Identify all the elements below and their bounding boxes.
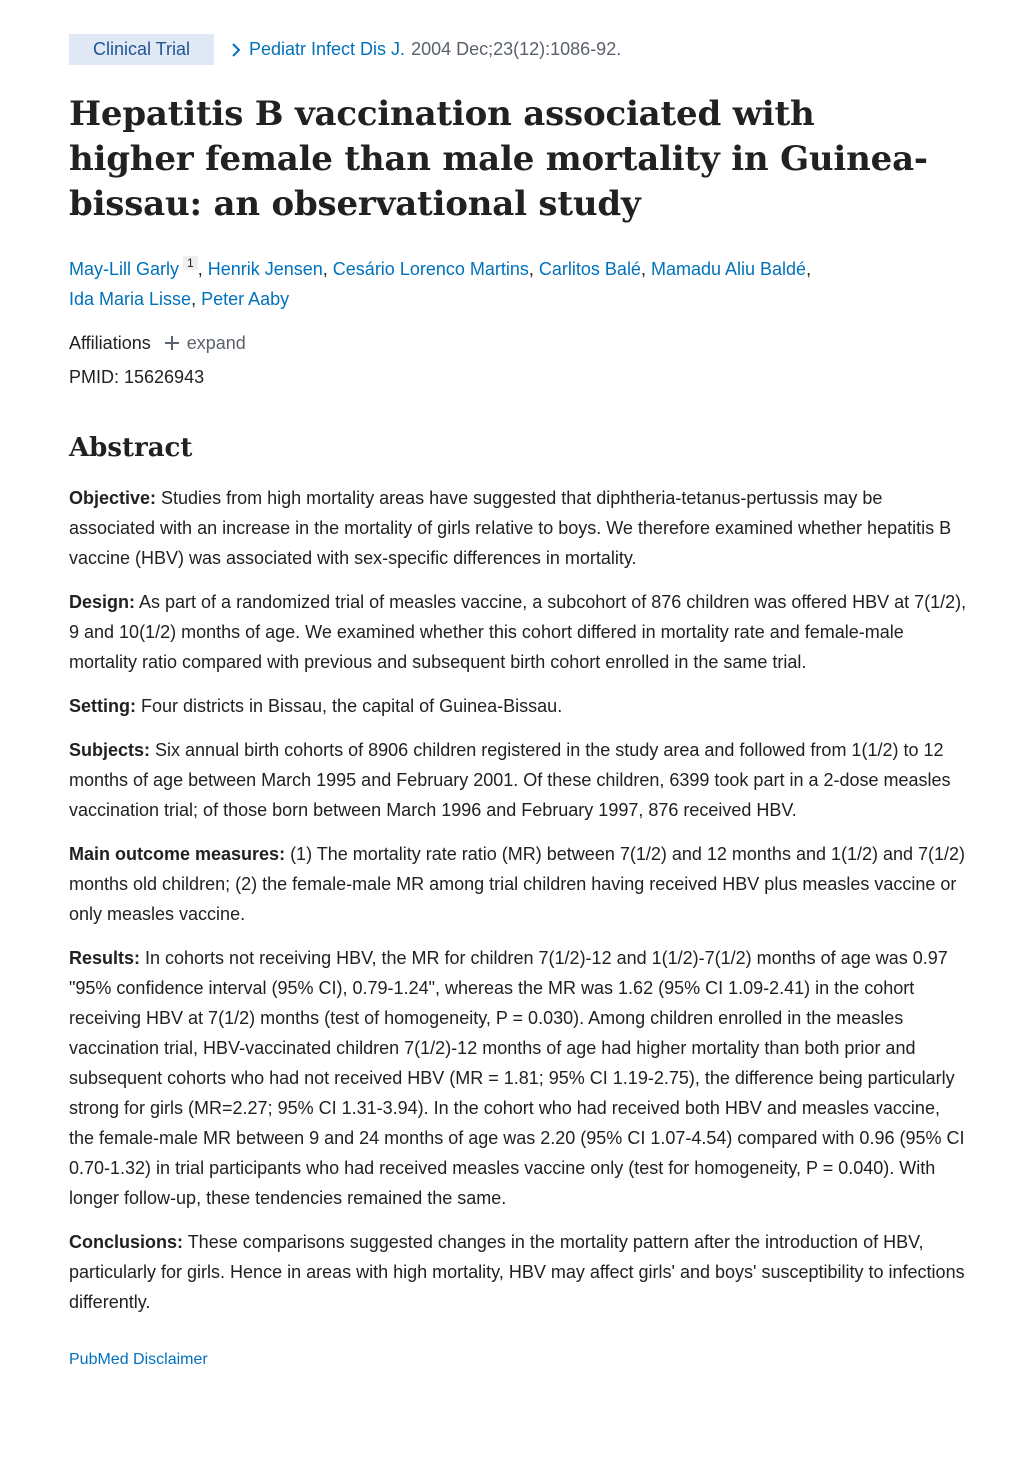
section-label: Subjects:: [69, 740, 151, 760]
abstract-section: [69, 735, 969, 825]
pubmed-disclaimer-link[interactable]: PubMed Disclaimer: [69, 1351, 208, 1368]
abstract-section: [69, 839, 969, 929]
article-header: [69, 34, 969, 65]
abstract-section: [69, 943, 969, 1213]
abstract-section: [69, 1227, 969, 1317]
section-text: (1) The mortality rate ratio (MR) between 7(1/2) and 12 months and 1(1/2) and 7(1/2) months old children; (2) the female-male MR among trial children having received HBV plus measles vaccine or only measles vaccine.: [69, 844, 966, 924]
author-link[interactable]: Henrik Jensen: [207, 259, 323, 279]
section-label: Design:: [69, 592, 136, 612]
author-list: [69, 254, 949, 314]
section-text: These comparisons suggested changes in the mortality pattern after the introduction of HBV, particularly for girls. Hence in areas with high mortality, HBV may affect girls' and boys' susceptibility to infections differently.: [69, 1232, 965, 1312]
affiliations-toggle[interactable]: [69, 328, 969, 358]
section-label: Setting:: [69, 696, 136, 716]
author-link[interactable]: Ida Maria Lisse: [69, 289, 192, 309]
section-label: Objective:: [69, 488, 157, 508]
section-text: Studies from high mortality areas have suggested that diphtheria-tetanus-pertussis may be associated with an increase in the mortality of girls relative to boys. We therefore examined whether hepatitis B vaccine (HBV) was associated with sex-specific differences in mortality.: [69, 488, 952, 568]
expand-button[interactable]: expand: [186, 333, 246, 353]
publication-type-badge: Clinical Trial: [69, 34, 214, 65]
abstract-section: [69, 483, 969, 573]
author-link[interactable]: May-Lill Garly: [69, 259, 180, 279]
article-page: [69, 34, 969, 1369]
abstract-body: [69, 483, 969, 1317]
author-separator: ,: [806, 259, 812, 279]
author-separator: ,: [197, 259, 208, 279]
plus-icon: [165, 336, 179, 350]
section-label: Results:: [69, 948, 141, 968]
section-text: As part of a randomized trial of measles vaccine, a subcohort of 876 children was offered HBV at 7(1/2), 9 and 10(1/2) months of age. We examined whether this cohort differed in mortality rate and female-male mortality ratio compared with previous and subsequent birth cohort enrolled in the same trial.: [69, 592, 967, 672]
abstract-section: [69, 691, 969, 721]
article-title: Hepatitis B vaccination associated with higher female than male mortality in Guinea-bissau: an observational study: [69, 94, 928, 224]
author-separator: ,: [528, 259, 539, 279]
pmid: PMID: 15626943: [69, 367, 205, 387]
affiliation-ref-badge[interactable]: 1: [183, 256, 198, 270]
author-link[interactable]: Mamadu Aliu Baldé: [650, 259, 807, 279]
section-text: Six annual birth cohorts of 8906 children registered in the study area and followed from 1(1/2) to 12 months of age between March 1995 and February 2001. Of these children, 6399 took part in a 2-dose measles vaccination trial; of those born between March 1996 and February 1997, 876 received HBV.: [69, 740, 951, 820]
author-link[interactable]: Cesário Lorenco Martins: [332, 259, 529, 279]
chevron-right-icon: [228, 42, 244, 58]
section-text: Four districts in Bissau, the capital of Guinea-Bissau.: [136, 696, 563, 716]
citation-details: 2004 Dec;23(12):1086-92.: [411, 39, 622, 59]
journal-link[interactable]: Pediatr Infect Dis J.: [249, 39, 406, 59]
author-separator: ,: [640, 259, 651, 279]
abstract-heading: Abstract: [69, 433, 193, 463]
author-separator: ,: [322, 259, 333, 279]
section-label: Main outcome measures:: [69, 844, 286, 864]
abstract-section: [69, 587, 969, 677]
section-text: In cohorts not receiving HBV, the MR for children 7(1/2)-12 and 1(1/2)-7(1/2) months of age was 0.97 "95% confidence interval (95% CI), 0.79-1.24", whereas the MR was 1.62 (95% CI 1.09-2.41) in the cohort receiving HBV at 7(1/2) months (test of homogeneity, P = 0.030). Among children enrolled in the measles vaccination trial, HBV-vaccinated children 7(1/2)-12 months of age had higher mortality than both prior and subsequent cohorts who had not received HBV (MR = 1.81; 95% CI 1.19-2.75), the difference being particularly strong for girls (MR=2.27; 95% CI 1.31-3.94). In the cohort who had received both HBV and measles vaccine, the female-male MR between 9 and 24 months of age was 2.20 (95% CI 1.07-4.54) compared with 0.96 (95% CI 0.70-1.32) in trial participants who had received measles vaccine only (test for homogeneity, P = 0.040). With longer follow-up, these tendencies remained the same.: [69, 948, 965, 1208]
author-link[interactable]: Peter Aaby: [201, 289, 290, 309]
section-label: Conclusions:: [69, 1232, 184, 1252]
affiliations-label: Affiliations: [69, 333, 151, 353]
author-link[interactable]: Carlitos Balé: [538, 259, 641, 279]
author-separator: ,: [191, 289, 202, 309]
